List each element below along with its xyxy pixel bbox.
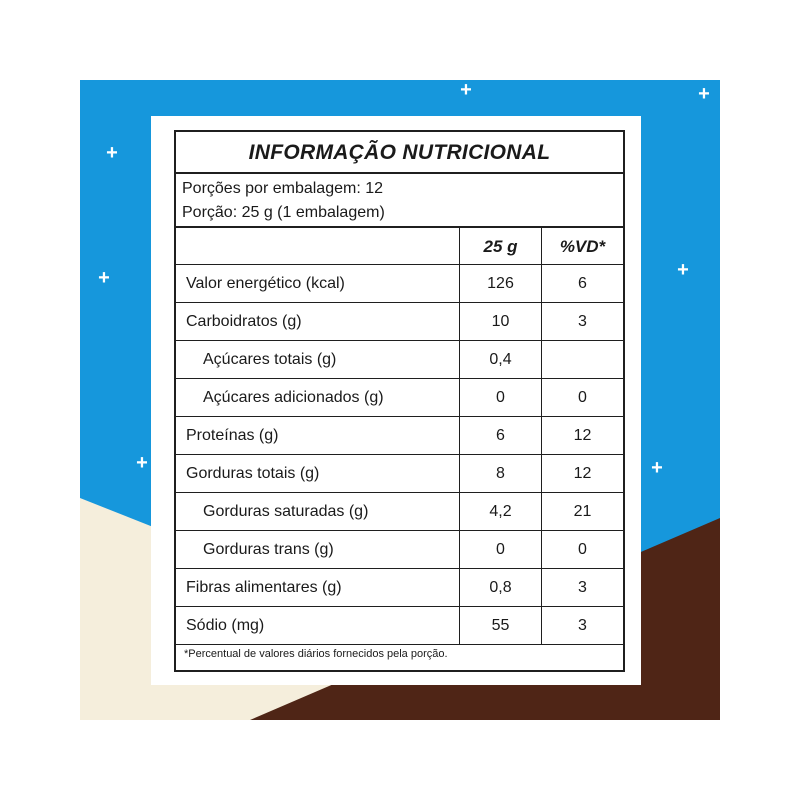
- nutrient-amount: 0,4: [460, 341, 542, 378]
- table-row: [176, 341, 623, 379]
- sparkle-icon: +: [136, 452, 148, 474]
- nutrient-label: Fibras alimentares (g): [176, 569, 460, 606]
- nutrient-daily-value: 3: [578, 313, 587, 330]
- nutrient-daily-value: [542, 341, 623, 378]
- sparkle-icon: +: [98, 267, 110, 289]
- serving-size: Porção: 25 g (1 embalagem): [182, 204, 385, 221]
- sparkle-icon: +: [698, 83, 710, 105]
- nutrient-amount: 0: [460, 379, 542, 416]
- table-title: INFORMAÇÃO NUTRICIONAL: [176, 132, 623, 174]
- table-row: [176, 265, 623, 303]
- table-row: [176, 569, 623, 607]
- nutrient-label: Açúcares totais (g): [176, 341, 460, 378]
- nutrient-grid: [176, 228, 623, 645]
- table-row: [176, 455, 623, 493]
- table-row: [176, 303, 623, 341]
- nutrient-daily-value: 12: [573, 465, 592, 482]
- nutrient-amount: 0,8: [460, 569, 542, 606]
- nutrient-amount: 10: [460, 303, 542, 340]
- nutrient-label: Sódio (mg): [176, 607, 460, 644]
- header-daily-value: %VD*: [559, 237, 606, 256]
- nutrition-facts-table: [174, 130, 625, 672]
- servings-per-package: Porções por embalagem: 12: [182, 180, 383, 197]
- nutrient-label: Valor energético (kcal): [176, 265, 460, 302]
- header-row: [176, 228, 623, 265]
- table-row: [176, 417, 623, 455]
- nutrient-label: Gorduras trans (g): [176, 531, 460, 568]
- nutrient-daily-value: 12: [573, 427, 592, 444]
- nutrient-daily-value: 6: [578, 275, 587, 292]
- nutrient-amount: 4,2: [460, 493, 542, 530]
- sparkle-icon: +: [106, 142, 118, 164]
- nutrient-label: Gorduras totais (g): [176, 455, 460, 492]
- nutrient-amount: 8: [460, 455, 542, 492]
- nutrient-amount: 55: [460, 607, 542, 644]
- nutrient-label: Proteínas (g): [176, 417, 460, 454]
- nutrient-daily-value: 0: [578, 389, 587, 406]
- nutrient-daily-value: 3: [578, 579, 587, 596]
- nutrient-daily-value: 3: [578, 617, 587, 634]
- header-nutrient: [176, 228, 460, 264]
- nutrient-label: Carboidratos (g): [176, 303, 460, 340]
- nutrient-daily-value: 21: [573, 503, 592, 520]
- table-row: [176, 531, 623, 569]
- nutrient-amount: 6: [460, 417, 542, 454]
- table-footnote: *Percentual de valores diários fornecidos pela porção.: [184, 648, 448, 660]
- table-row: [176, 379, 623, 417]
- sparkle-icon: +: [460, 80, 472, 101]
- nutrient-label: Gorduras saturadas (g): [176, 493, 460, 530]
- nutrient-daily-value: 0: [578, 541, 587, 558]
- header-amount: 25 g: [460, 228, 542, 264]
- sparkle-icon: +: [677, 259, 689, 281]
- sparkle-icon: +: [651, 457, 663, 479]
- nutrient-amount: 0: [460, 531, 542, 568]
- table-row: [176, 493, 623, 531]
- nutrient-label: Açúcares adicionados (g): [176, 379, 460, 416]
- serving-info: [176, 174, 623, 228]
- nutrient-amount: 126: [460, 265, 542, 302]
